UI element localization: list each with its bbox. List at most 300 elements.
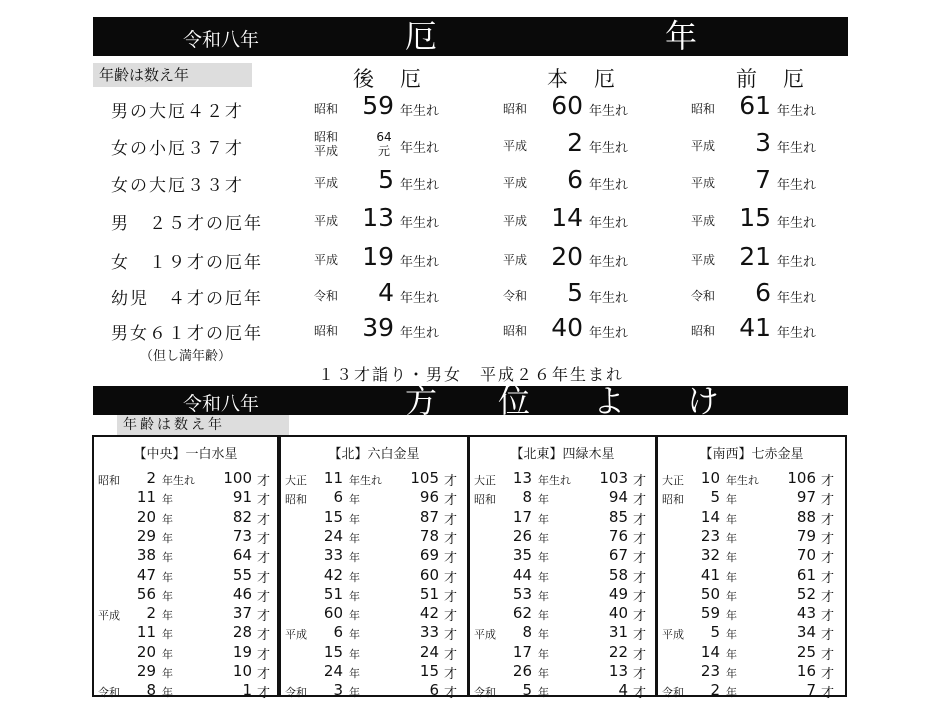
age-unit: 才	[444, 647, 458, 663]
birth-year: 20	[136, 507, 156, 526]
age-unit: 才	[821, 570, 835, 586]
year-suffix: 年生れ	[400, 291, 440, 306]
age-unit: 才	[444, 570, 458, 586]
birth-year-number: 59	[362, 91, 394, 120]
year-suffix: 年生れ	[400, 104, 440, 119]
age-value: 76	[608, 526, 628, 545]
birth-year: 6	[333, 623, 343, 642]
birth-year: 5	[710, 488, 720, 507]
birth-year: 47	[136, 565, 156, 584]
year-unit: 年	[726, 667, 737, 680]
age-value: 55	[232, 565, 252, 584]
birth-year: 42	[323, 565, 343, 584]
row-label: 男 ２５才の厄年	[111, 214, 263, 234]
birth-year: 11	[136, 488, 156, 507]
birth-year: 11	[323, 469, 343, 487]
era-label: 昭和	[285, 493, 307, 507]
age-unit: 才	[257, 474, 271, 489]
age-unit: 才	[257, 551, 271, 567]
year-unit: 年	[538, 551, 549, 565]
year-unit: 年	[726, 493, 737, 507]
year-unit: 年	[162, 551, 173, 565]
birth-year: 50	[700, 584, 720, 603]
birth-year: 14	[700, 642, 720, 661]
year-unit: 年	[726, 686, 737, 700]
age-value: 94	[608, 488, 628, 507]
star-group-box	[468, 435, 657, 702]
year-suffix: 年生れ	[589, 326, 629, 341]
age-value: 52	[796, 584, 816, 603]
age-unit: 才	[821, 493, 835, 509]
age-value: 100	[223, 469, 252, 487]
year-unit: 年生れ	[538, 474, 571, 487]
year-unit: 年生れ	[349, 474, 382, 487]
birth-year: 2	[146, 469, 156, 487]
age-unit: 才	[444, 512, 458, 528]
year-unit: 年	[349, 667, 360, 680]
birth-year: 2	[710, 681, 720, 700]
birth-year: 51	[323, 584, 343, 603]
birth-year: 26	[512, 526, 532, 545]
era-label: 平成	[691, 139, 716, 153]
era-label: 平成	[691, 176, 716, 190]
star-group-box	[92, 435, 279, 702]
year-suffix: 年生れ	[777, 255, 817, 270]
age-value: 13	[608, 662, 628, 680]
age-value: 64	[232, 546, 252, 565]
age-unit: 才	[633, 493, 647, 509]
age-value: 91	[232, 488, 252, 507]
star-group-title: 【北】六白金星	[328, 447, 420, 462]
birth-year: 3	[333, 681, 343, 700]
age-unit: 才	[821, 667, 835, 682]
age-value: 25	[796, 642, 816, 661]
age-unit: 才	[257, 647, 271, 663]
year-unit: 年	[538, 570, 549, 584]
column-title-mae-yaku: 前厄	[736, 67, 830, 91]
age-unit: 才	[444, 531, 458, 547]
year-unit: 年	[162, 609, 173, 623]
era-label: 令和	[662, 686, 684, 700]
age-value: 51	[419, 584, 439, 603]
year-suffix: 年生れ	[400, 255, 440, 270]
year-unit: 年	[726, 570, 737, 584]
row-label: 幼児 ４才の厄年	[111, 289, 263, 309]
birth-year-number: 4	[378, 278, 394, 307]
birth-year-number: 19	[362, 242, 394, 271]
birth-year: 32	[700, 546, 720, 565]
year-unit: 年	[349, 531, 360, 545]
age-value: 22	[608, 642, 628, 661]
age-value: 43	[796, 604, 816, 623]
year-unit: 年	[162, 531, 173, 545]
birth-year: 2	[146, 604, 156, 623]
year-unit: 年	[538, 512, 549, 526]
age-value: 87	[419, 507, 439, 526]
age-unit: 才	[633, 474, 647, 489]
era-label: 昭和	[503, 324, 528, 338]
birth-year: 13	[512, 469, 532, 487]
year-unit: 年	[726, 647, 737, 661]
age-unit: 才	[633, 551, 647, 567]
year-unit: 年	[162, 589, 173, 603]
birth-year: 17	[512, 642, 532, 661]
banner-title-left: 厄	[405, 17, 438, 55]
year-suffix: 年生れ	[400, 141, 440, 156]
star-group-box	[279, 435, 469, 702]
age-value: 49	[608, 584, 628, 603]
birth-year: 44	[512, 565, 532, 584]
era-label: 昭和	[691, 102, 716, 116]
hoiyoke-banner	[93, 382, 848, 420]
row-label: 女 １９才の厄年	[111, 253, 263, 273]
age-value: 15	[419, 662, 439, 680]
era-label: 昭和	[503, 102, 528, 116]
year-suffix: 年生れ	[400, 216, 440, 231]
age-unit: 才	[444, 667, 458, 682]
banner-era-label: 令和八年	[183, 29, 260, 51]
year-unit: 年	[538, 609, 549, 623]
era-label: 平成	[503, 253, 528, 267]
birth-year: 59	[700, 604, 720, 623]
year-unit: 年	[162, 667, 173, 680]
birth-year: 10	[700, 469, 720, 487]
age-unit: 才	[821, 589, 835, 605]
year-stack-bottom: 元	[377, 144, 390, 158]
age-value: 69	[419, 546, 439, 565]
era-label: 平成	[691, 214, 716, 228]
era-label: 平成	[314, 176, 339, 190]
year-unit: 年	[538, 531, 549, 545]
year-unit: 年	[349, 647, 360, 661]
age-unit: 才	[444, 609, 458, 625]
column-title-hon-yaku: 本厄	[547, 67, 641, 91]
era-label: 平成	[474, 628, 496, 642]
year-unit: 年	[162, 493, 173, 507]
age-unit: 才	[821, 551, 835, 567]
birth-year: 35	[512, 546, 532, 565]
year-unit: 年	[726, 512, 737, 526]
row-label: 男女６１才の厄年	[111, 324, 263, 344]
birth-year-number: 21	[739, 242, 771, 271]
year-unit: 年	[726, 628, 737, 642]
era-label: 平成	[98, 609, 120, 623]
birth-year-number: 6	[567, 165, 583, 194]
era-stack-bottom: 平成	[314, 144, 339, 158]
age-unit: 才	[633, 589, 647, 605]
era-label: 平成	[503, 139, 528, 153]
birth-year-number: 20	[551, 242, 583, 271]
birth-year: 20	[136, 642, 156, 661]
age-value: 82	[232, 507, 252, 526]
year-unit: 年	[538, 589, 549, 603]
age-value: 73	[232, 526, 252, 545]
age-unit: 才	[257, 667, 271, 682]
age-value: 58	[608, 565, 628, 584]
year-unit: 年	[726, 531, 737, 545]
era-stack-top: 昭和	[314, 130, 339, 144]
age-unit: 才	[821, 628, 835, 644]
yakudoshi-banner	[93, 17, 848, 56]
age-unit: 才	[257, 512, 271, 528]
era-label: 平成	[314, 253, 339, 267]
year-unit: 年	[538, 667, 549, 680]
era-label: 平成	[314, 214, 339, 228]
year-unit: 年	[349, 551, 360, 565]
year-suffix: 年生れ	[589, 255, 629, 270]
year-unit: 年	[349, 628, 360, 642]
birth-year: 23	[700, 526, 720, 545]
birth-year-number: 40	[551, 313, 583, 342]
birth-year: 8	[146, 681, 156, 700]
row-label: 女の大厄３３才	[111, 176, 244, 196]
age-unit: 才	[633, 512, 647, 528]
age-value: 97	[796, 488, 816, 507]
age-value: 46	[232, 584, 252, 603]
era-label: 大正	[662, 474, 684, 487]
age-unit: 才	[821, 531, 835, 547]
era-label: 昭和	[474, 493, 496, 507]
birth-year-number: 13	[362, 203, 394, 232]
age-unit: 才	[444, 686, 458, 702]
birth-year: 53	[512, 584, 532, 603]
birth-year: 8	[522, 488, 532, 507]
age-value: 4	[618, 681, 628, 700]
year-unit: 年	[162, 512, 173, 526]
star-group-box	[656, 435, 847, 702]
year-unit: 年	[349, 686, 360, 700]
era-label: 平成	[503, 214, 528, 228]
era-label: 昭和	[98, 474, 120, 487]
age-value: 61	[796, 565, 816, 584]
birth-year-number: 39	[362, 313, 394, 342]
birth-year-number: 14	[551, 203, 583, 232]
era-label: 平成	[691, 253, 716, 267]
age-unit: 才	[821, 609, 835, 625]
age-unit: 才	[633, 686, 647, 702]
year-unit: 年	[349, 589, 360, 603]
era-label: 令和	[98, 686, 120, 700]
row-label: 男の大厄４２才	[111, 102, 244, 122]
banner-title-char: よ	[593, 382, 626, 420]
year-unit: 年	[349, 609, 360, 623]
year-suffix: 年生れ	[777, 141, 817, 156]
year-suffix: 年生れ	[589, 216, 629, 231]
birth-year: 29	[136, 526, 156, 545]
banner-title-char: 方	[405, 382, 438, 420]
age-unit: 才	[444, 474, 458, 489]
age-value: 16	[796, 662, 816, 680]
age-value: 10	[232, 662, 252, 680]
year-unit: 年	[349, 493, 360, 507]
birth-year-number: 41	[739, 313, 771, 342]
column-title-ato-yaku: 後厄	[353, 67, 447, 91]
birth-year: 29	[136, 662, 156, 680]
age-unit: 才	[633, 609, 647, 625]
birth-year-number: 5	[378, 165, 394, 194]
birth-year: 6	[333, 488, 343, 507]
era-label: 昭和	[691, 324, 716, 338]
year-unit: 年	[162, 647, 173, 661]
birth-year: 15	[323, 507, 343, 526]
birth-year: 56	[136, 584, 156, 603]
age-unit: 才	[633, 570, 647, 586]
era-label: 令和	[474, 686, 496, 700]
birth-year-number: 7	[755, 165, 771, 194]
row-label: 女の小厄３７才	[111, 139, 244, 159]
age-unit: 才	[444, 493, 458, 509]
birth-year: 38	[136, 546, 156, 565]
age-value: 40	[608, 604, 628, 623]
year-unit: 年生れ	[162, 474, 195, 487]
birth-year: 24	[323, 662, 343, 680]
birth-year: 33	[323, 546, 343, 565]
sub-note: （但し満年齢）	[140, 349, 232, 364]
era-label: 大正	[285, 474, 307, 487]
year-unit: 年	[726, 551, 737, 565]
era-label: 昭和	[314, 324, 339, 338]
banner-title-char: け	[687, 382, 720, 420]
birth-year: 17	[512, 507, 532, 526]
era-label: 昭和	[662, 493, 684, 507]
year-suffix: 年生れ	[777, 104, 817, 119]
age-unit: 才	[257, 686, 271, 702]
age-unit: 才	[821, 474, 835, 489]
age-value: 67	[608, 546, 628, 565]
year-suffix: 年生れ	[589, 291, 629, 306]
age-unit: 才	[444, 589, 458, 605]
age-value: 42	[419, 604, 439, 623]
birth-year: 60	[323, 604, 343, 623]
era-label: 平成	[285, 628, 307, 642]
birth-year: 11	[136, 623, 156, 642]
year-unit: 年	[538, 686, 549, 700]
birth-year: 5	[710, 623, 720, 642]
star-group-title: 【北東】四緑木星	[510, 447, 615, 462]
age-value: 6	[429, 681, 439, 700]
age-value: 79	[796, 526, 816, 545]
year-suffix: 年生れ	[400, 178, 440, 193]
age-unit: 才	[257, 493, 271, 509]
age-value: 7	[806, 681, 816, 700]
age-value: 78	[419, 526, 439, 545]
year-suffix: 年生れ	[777, 291, 817, 306]
age-value: 103	[599, 469, 628, 487]
age-value: 60	[419, 565, 439, 584]
age-value: 70	[796, 546, 816, 565]
year-unit: 年	[538, 647, 549, 661]
age-unit: 才	[257, 531, 271, 547]
birth-year-number: 15	[739, 203, 771, 232]
age-value: 105	[410, 469, 439, 487]
year-unit: 年	[162, 686, 173, 700]
age-value: 19	[232, 642, 252, 661]
year-stack-top: 64	[376, 130, 392, 144]
birth-year-number: 6	[755, 278, 771, 307]
birth-year: 26	[512, 662, 532, 680]
birth-year: 5	[522, 681, 532, 700]
age-value: 28	[232, 623, 252, 642]
age-value: 1	[242, 681, 252, 700]
birth-year-number: 2	[567, 128, 583, 157]
year-suffix: 年生れ	[589, 104, 629, 119]
age-unit: 才	[821, 512, 835, 528]
age-unit: 才	[444, 551, 458, 567]
year-unit: 年	[538, 493, 549, 507]
birth-year-number: 60	[551, 91, 583, 120]
era-label: 令和	[285, 686, 307, 700]
year-unit: 年生れ	[726, 474, 759, 487]
age-unit: 才	[257, 570, 271, 586]
era-label: 昭和	[314, 102, 339, 116]
year-unit: 年	[349, 512, 360, 526]
banner-era-label: 令和八年	[183, 393, 260, 415]
age-note-label: 年齢は数え年	[117, 415, 289, 435]
era-label: 令和	[503, 289, 528, 303]
age-unit: 才	[821, 647, 835, 663]
age-value: 37	[232, 604, 252, 623]
age-unit: 才	[257, 628, 271, 644]
era-label: 平成	[503, 176, 528, 190]
birth-year: 8	[522, 623, 532, 642]
age-value: 34	[796, 623, 816, 642]
year-suffix: 年生れ	[777, 178, 817, 193]
birth-year-number: 61	[739, 91, 771, 120]
age-value: 96	[419, 488, 439, 507]
year-suffix: 年生れ	[589, 178, 629, 193]
age-value: 33	[419, 623, 439, 642]
banner-title-right: 年	[665, 17, 698, 55]
birth-year: 23	[700, 662, 720, 680]
age-value: 88	[796, 507, 816, 526]
birth-year: 41	[700, 565, 720, 584]
age-value: 85	[608, 507, 628, 526]
star-group-title: 【南西】七赤金星	[699, 447, 804, 462]
year-unit: 年	[726, 609, 737, 623]
age-note-label: 年齢は数え年	[93, 63, 252, 87]
year-unit: 年	[162, 628, 173, 642]
birth-year: 14	[700, 507, 720, 526]
banner-title-char: 位	[498, 382, 531, 420]
age-unit: 才	[633, 628, 647, 644]
age-unit: 才	[257, 609, 271, 625]
era-label: 平成	[662, 628, 684, 642]
age-unit: 才	[821, 686, 835, 702]
year-suffix: 年生れ	[400, 326, 440, 341]
era-label: 令和	[691, 289, 716, 303]
thirteen-mairi-note: １３才詣り・男女 平成２６年生まれ	[318, 365, 625, 384]
year-unit: 年	[349, 570, 360, 584]
birth-year-number: 3	[755, 128, 771, 157]
birth-year: 24	[323, 526, 343, 545]
year-unit: 年	[162, 570, 173, 584]
era-label: 令和	[314, 289, 339, 303]
birth-year-number: 5	[567, 278, 583, 307]
age-unit: 才	[633, 531, 647, 547]
birth-year: 62	[512, 604, 532, 623]
star-group-title: 【中央】一白水星	[133, 447, 238, 462]
era-label: 大正	[474, 474, 496, 487]
year-suffix: 年生れ	[777, 216, 817, 231]
age-value: 24	[419, 642, 439, 661]
year-suffix: 年生れ	[777, 326, 817, 341]
year-unit: 年	[726, 589, 737, 603]
age-value: 106	[787, 469, 816, 487]
birth-year: 15	[323, 642, 343, 661]
age-value: 31	[608, 623, 628, 642]
age-unit: 才	[444, 628, 458, 644]
age-unit: 才	[633, 647, 647, 663]
